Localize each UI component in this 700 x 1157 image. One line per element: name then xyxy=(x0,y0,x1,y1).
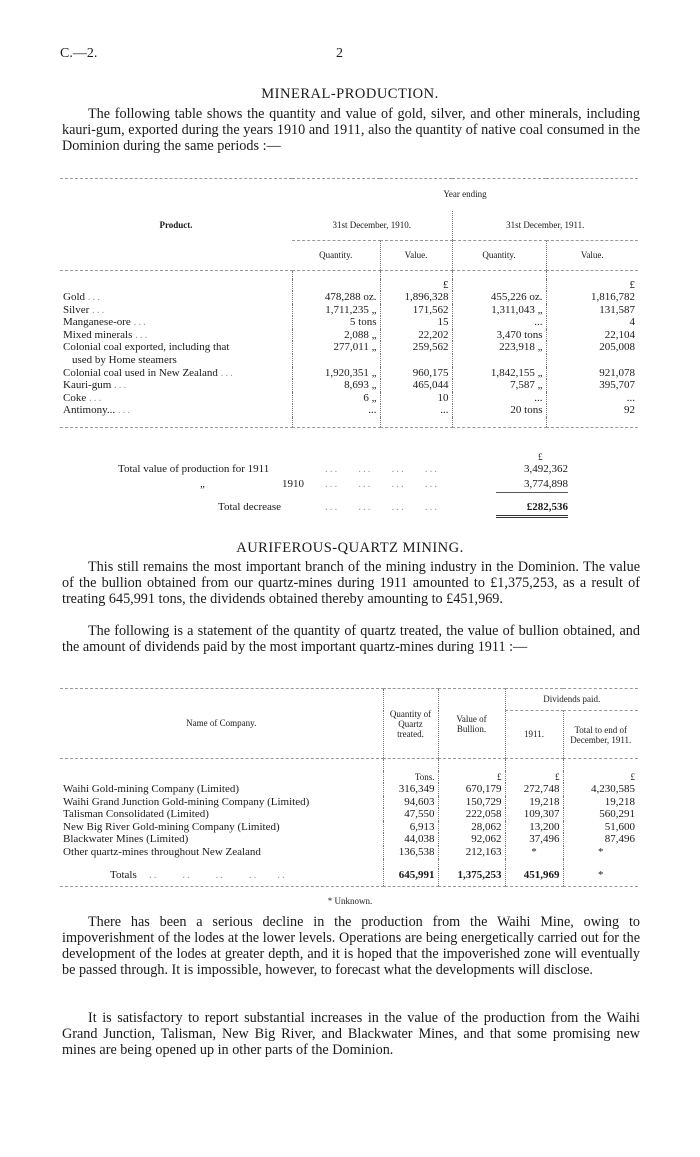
table-row xyxy=(60,367,638,380)
company-name: Waihi Grand Junction Gold-mining Company (Limited) xyxy=(63,795,310,808)
auriferous-paragraph-2 xyxy=(62,623,640,655)
value-1911: 92 xyxy=(546,404,638,417)
dividends-1911: 272,748 xyxy=(505,783,563,796)
quantity-quartz-header: Quantity of Quartz treated. xyxy=(383,689,438,759)
quantity-1911 xyxy=(452,354,546,367)
company-name: Talisman Consolidated (Limited) xyxy=(63,808,209,821)
value-1910: 1,896,328 xyxy=(380,291,452,304)
value-1910: 22,202 xyxy=(380,329,452,342)
intro-text: The following table shows the quantity and value of gold, silver, and other minerals, including kauri-gum, exported during the years 1910 and 1911, also the quantity of native coal consumed in the Dominion during the same periods :— xyxy=(62,106,640,154)
product-name: Gold ... xyxy=(63,291,102,304)
auriferous-paragraph-1 xyxy=(62,559,640,607)
table-row xyxy=(60,316,638,329)
quantity-1910: 277,011 „ xyxy=(292,341,380,354)
quantity-1910: ... xyxy=(292,404,380,417)
value-1911: 921,078 xyxy=(546,367,638,380)
quantity-1911: 223,918 „ xyxy=(452,341,546,354)
currency-symbol: £ xyxy=(546,279,638,292)
year-ending-header: Year ending xyxy=(443,189,487,200)
table-row xyxy=(60,354,638,367)
dividends-total-header: Total to end of December, 1911. xyxy=(563,711,638,759)
quantity-1910 xyxy=(292,354,380,367)
bullion-value: 670,179 xyxy=(438,783,505,796)
value-header: Value. xyxy=(380,241,452,271)
product-name: Antimony... ... xyxy=(63,404,133,417)
value-1910: 15 xyxy=(380,316,452,329)
quantity-1911: ... xyxy=(452,316,546,329)
paragraph-text: The following is a statement of the quantity of quartz treated, the value of bullion obtained, and the amount of dividends paid by the most important quartz-mines during 1911 :— xyxy=(62,623,640,655)
value-1911: 131,587 xyxy=(546,304,638,317)
company-name-header: Name of Company. xyxy=(186,718,257,729)
dividends-total: 19,218 xyxy=(563,796,638,809)
page-number: 2 xyxy=(336,46,343,61)
mineral-production-table xyxy=(60,178,638,428)
quartz-quantity: 6,913 xyxy=(383,821,438,834)
section-title-mineral-production: MINERAL-PRODUCTION. xyxy=(261,86,439,102)
value-1910: 960,175 xyxy=(380,367,452,380)
quartz-quantity: 316,349 xyxy=(383,783,438,796)
product-name: used by Home steamers xyxy=(72,354,177,367)
table-row xyxy=(60,392,638,405)
totals-div1911: 451,969 xyxy=(505,869,563,887)
dividends-1911: * xyxy=(505,846,563,859)
product-name: Kauri-gum ... xyxy=(63,379,129,392)
table-row xyxy=(60,833,638,846)
total-decrease-label: Total decrease xyxy=(218,501,282,513)
company-name: Blackwater Mines (Limited) xyxy=(63,833,189,846)
total-1910-label: 1910 xyxy=(282,478,304,490)
table-row xyxy=(60,341,638,354)
value-1911: 1,816,782 xyxy=(546,291,638,304)
value-1910: ... xyxy=(380,404,452,417)
quantity-1911: 455,226 oz. xyxy=(452,291,546,304)
value-1910: 259,562 xyxy=(380,341,452,354)
quantity-1910: 5 tons xyxy=(292,316,380,329)
quantity-1910: 6 „ xyxy=(292,392,380,405)
quantity-header: Quantity. xyxy=(452,241,546,271)
quantity-1910: 8,693 „ xyxy=(292,379,380,392)
product-name: Mixed minerals ... xyxy=(63,328,150,341)
total-1910-value: 3,774,898 xyxy=(496,477,568,493)
value-1910 xyxy=(380,354,452,367)
currency-symbol: £ xyxy=(538,452,543,462)
value-1911 xyxy=(546,354,638,367)
quantity-1910: 1,711,235 „ xyxy=(292,304,380,317)
paragraph-text: This still remains the most important branch of the mining industry in the Dominion. The value of the bullion obtained from our quartz-mines during 1911 amounted to £1,375,253, as a result of treating 645,991 tons, the dividends obtained thereby amounting to £451,969. xyxy=(62,559,640,607)
dividends-1911: 109,307 xyxy=(505,808,563,821)
quantity-1911: 20 tons xyxy=(452,404,546,417)
dividends-1911: 37,496 xyxy=(505,833,563,846)
bullion-value: 222,058 xyxy=(438,808,505,821)
bullion-value: 150,729 xyxy=(438,796,505,809)
table-row xyxy=(60,846,638,859)
quantity-1911: 1,842,155 „ xyxy=(452,367,546,380)
table-row xyxy=(60,291,638,304)
value-1911: 22,104 xyxy=(546,329,638,342)
quantity-1911: 1,311,043 „ xyxy=(452,304,546,317)
table-row xyxy=(60,808,638,821)
quantity-1910: 2,088 „ xyxy=(292,329,380,342)
currency-symbol: £ xyxy=(380,279,452,292)
totals-row xyxy=(60,869,638,887)
value-1910: 10 xyxy=(380,392,452,405)
ditto-mark: „ xyxy=(200,478,205,490)
total-decrease-value: £282,536 xyxy=(496,500,568,518)
table-row xyxy=(60,379,638,392)
quantity-1910: 1,920,351 „ xyxy=(292,367,380,380)
value-1911: 4 xyxy=(546,316,638,329)
company-name: Other quartz-mines throughout New Zealand xyxy=(63,846,261,859)
product-name: Silver ... xyxy=(63,303,107,316)
dividends-1911: 13,200 xyxy=(505,821,563,834)
quartz-quantity: 47,550 xyxy=(383,808,438,821)
bullion-value: 212,163 xyxy=(438,846,505,859)
product-name: Coke ... xyxy=(63,391,104,404)
total-1911-label: Total value of production for 1911 xyxy=(118,463,270,475)
dividends-total: 87,496 xyxy=(563,833,638,846)
table-row xyxy=(60,821,638,834)
dividends-total: * xyxy=(563,846,638,859)
dividends-1911: 19,218 xyxy=(505,796,563,809)
dividends-header: Dividends paid. xyxy=(505,689,638,711)
quantity-header: Quantity. xyxy=(319,250,353,261)
period-1910-header: 31st December, 1910. xyxy=(292,211,452,241)
total-1911-value: 3,492,362 xyxy=(524,463,568,475)
unit-tons: Tons. xyxy=(383,771,438,784)
product-name: Colonial coal used in New Zealand ... xyxy=(63,366,235,379)
product-name: Colonial coal exported, including that xyxy=(63,341,230,354)
quantity-1911: 7,587 „ xyxy=(452,379,546,392)
company-name: New Big River Gold-mining Company (Limited) xyxy=(63,820,280,833)
product-header: Product. xyxy=(159,220,193,231)
quantity-1910: 478,288 oz. xyxy=(292,291,380,304)
quartz-quantity: 94,603 xyxy=(383,796,438,809)
quartz-quantity: 44,038 xyxy=(383,833,438,846)
value-header: Value. xyxy=(546,241,638,271)
quartz-mines-table xyxy=(60,688,638,887)
table-row xyxy=(60,404,638,417)
document-reference: C.—2. xyxy=(60,46,98,61)
paragraph-text: It is satisfactory to report substantial increases in the value of the production from the Waihi Grand Junction, Talisman, New Big River, and Blackwater Mines, and that some promising new mines are being opened up in other parts of the Dominion. xyxy=(62,1010,640,1058)
auriferous-paragraph-4 xyxy=(62,1010,640,1058)
paragraph-text: There has been a serious decline in the production from the Waihi Mine, owing to impoverishment of the lodes at the lower levels. Operations are being energetically carried out for the development of the lodes at greater depth, and it is hoped that the impoverished zone will eventually be passed through. It is impossible, however, to forecast what the developments will disclose. xyxy=(62,914,640,978)
bullion-value: 92,062 xyxy=(438,833,505,846)
currency-symbol: £ xyxy=(505,771,563,784)
dividends-total: 51,600 xyxy=(563,821,638,834)
value-1910: 171,562 xyxy=(380,304,452,317)
totals-value: 1,375,253 xyxy=(438,869,505,887)
quartz-quantity: 136,538 xyxy=(383,846,438,859)
totals-label: Totals .. .. .. .. .. xyxy=(110,868,287,881)
currency-symbol: £ xyxy=(563,771,638,784)
value-1910: 465,044 xyxy=(380,379,452,392)
quantity-1911: ... xyxy=(452,392,546,405)
bullion-value: 28,062 xyxy=(438,821,505,834)
value-1911: ... xyxy=(546,392,638,405)
value-1911: 205,008 xyxy=(546,341,638,354)
dividends-total: 560,291 xyxy=(563,808,638,821)
section-title-auriferous-quartz: AURIFEROUS-QUARTZ MINING. xyxy=(236,540,464,556)
quantity-1911: 3,470 tons xyxy=(452,329,546,342)
totals-divtotal: * xyxy=(563,869,638,887)
currency-symbol: £ xyxy=(438,771,505,784)
totals-qty: 645,991 xyxy=(383,869,438,887)
product-name: Manganese-ore ... xyxy=(63,316,148,329)
table-row xyxy=(60,796,638,809)
dividends-total: 4,230,585 xyxy=(563,783,638,796)
bullion-value-header: Value of Bullion. xyxy=(438,689,505,759)
auriferous-paragraph-3 xyxy=(62,914,640,978)
period-1911-header: 31st December, 1911. xyxy=(452,211,638,241)
company-name: Waihi Gold-mining Company (Limited) xyxy=(63,783,240,796)
intro-paragraph xyxy=(62,106,640,154)
table-row xyxy=(60,783,638,796)
table-row xyxy=(60,304,638,317)
footnote: * Unknown. xyxy=(327,896,373,906)
dividends-1911-header: 1911. xyxy=(505,711,563,759)
value-1911: 395,707 xyxy=(546,379,638,392)
table-row xyxy=(60,329,638,342)
